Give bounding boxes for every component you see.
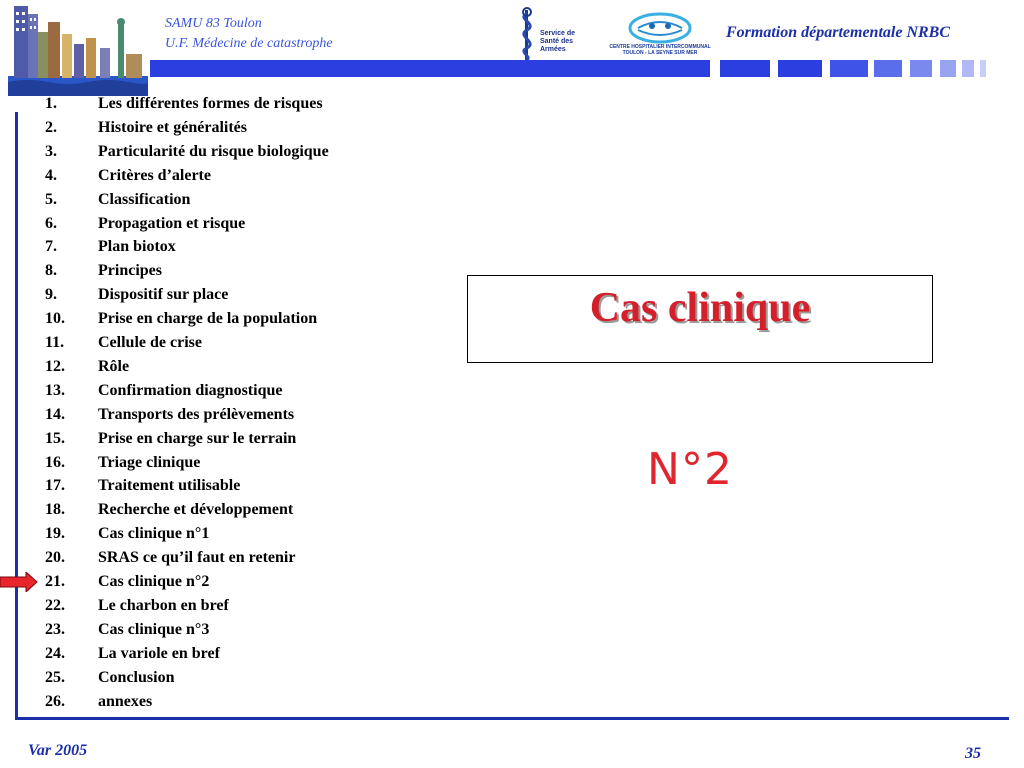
case-number: N°2 [647, 444, 733, 495]
toc-item-label: Cas clinique n°1 [98, 525, 210, 543]
toc-item-number: 1. [45, 95, 57, 112]
toc-item-label: Transports des prélèvements [98, 405, 295, 423]
toc-item-number: 15. [45, 429, 65, 447]
toc-item-number: 4. [45, 166, 57, 184]
header-bar-main [150, 60, 710, 77]
toc-item-label: Plan biotox [98, 238, 176, 256]
header-bar [150, 60, 1004, 77]
toc-item-label: Conclusion [98, 668, 175, 686]
current-item-arrow-icon [0, 572, 38, 592]
bottom-frame-line [15, 717, 1009, 720]
toc-item-label: Le charbon en bref [98, 596, 229, 614]
toc-item-label: Particularité du risque biologique [98, 142, 329, 160]
service-sante-text: Service de Santé des Armées [540, 30, 576, 53]
footer-year: Var 2005 [28, 742, 88, 759]
header-bar-seg [962, 60, 974, 77]
toc-item-number: 8. [45, 262, 57, 280]
service-sante-logo-text [540, 30, 592, 54]
toc-item-label: Histoire et généralités [98, 118, 247, 136]
hospital-logo [628, 12, 692, 44]
city-skyline-logo [8, 4, 148, 96]
case-title-box [467, 275, 933, 363]
caduceus-logo [514, 6, 540, 62]
toc-item-label: Propagation et risque [98, 214, 246, 232]
toc-item-label: Critères d’alerte [98, 166, 211, 184]
header-bar-seg [910, 60, 932, 77]
toc-item-number: 3. [45, 142, 57, 160]
left-frame-line [15, 112, 18, 720]
toc-item-number: 23. [45, 620, 65, 638]
toc-item-label: Les différentes formes de risques [98, 95, 323, 112]
toc-item-number: 17. [45, 477, 65, 495]
toc-item-label: La variole en bref [98, 644, 220, 662]
toc-item-number: 18. [45, 501, 65, 519]
toc-item-label: Cellule de crise [98, 334, 202, 351]
toc-item-number: 21. [45, 573, 65, 590]
org-line-1: SAMU 83 Toulon [165, 16, 262, 31]
toc-item-number: 2. [45, 118, 57, 136]
presentation-title: Formation départementale NRBC [726, 24, 951, 41]
toc-item-number: 19. [45, 525, 65, 543]
toc-item-label: Cas clinique n°2 [98, 573, 210, 590]
toc-item-label: SRAS ce qu’il faut en retenir [98, 549, 296, 567]
hospital-logo-text [600, 44, 720, 56]
toc-item-label: annexes [98, 692, 153, 710]
toc-item-number: 6. [45, 214, 57, 232]
toc-item-number: 13. [45, 381, 65, 399]
toc-item-label: Principes [98, 262, 162, 280]
toc-item-label: Rôle [98, 357, 130, 375]
toc-item-label: Confirmation diagnostique [98, 381, 283, 399]
toc-item-number: 7. [45, 238, 57, 256]
toc-item-label: Prise en charge de la population [98, 310, 318, 328]
header-bar-seg [874, 60, 902, 77]
toc-item-number: 26. [45, 692, 65, 710]
header-bar-seg [720, 60, 770, 77]
toc-item-label: Traitement utilisable [98, 477, 241, 495]
org-line-2: U.F. Médecine de catastrophe [165, 36, 333, 51]
toc-item-label: Cas clinique n°3 [98, 620, 210, 638]
toc-item-label: Recherche et développement [98, 501, 294, 519]
header-bar-seg [980, 60, 986, 77]
toc-item-number: 14. [45, 405, 65, 423]
toc-item-label: Dispositif sur place [98, 286, 229, 304]
header-bar-seg [778, 60, 822, 77]
toc-item-label: Prise en charge sur le terrain [98, 429, 297, 447]
toc-item-number: 11. [45, 334, 65, 351]
toc-item-label: Triage clinique [98, 453, 201, 471]
toc-item-label: Classification [98, 190, 191, 208]
toc-item-number: 24. [45, 644, 65, 662]
toc-item-number: 25. [45, 668, 65, 686]
toc-item-number: 22. [45, 596, 65, 614]
toc-item-number: 12. [45, 357, 65, 375]
toc-item-number: 9. [45, 286, 57, 304]
toc-item-number: 10. [45, 310, 65, 328]
case-title: Cas clinique [589, 285, 811, 331]
toc-item-number: 16. [45, 453, 65, 471]
hospital-name-line1: CENTRE HOSPITALIER INTERCOMMUNAL [609, 44, 711, 50]
header-bar-seg [940, 60, 956, 77]
page-number: 35 [965, 745, 981, 762]
hospital-name-line2: TOULON - LA SEYNE SUR MER [622, 50, 698, 56]
toc-item-number: 5. [45, 190, 57, 208]
header-bar-seg [830, 60, 868, 77]
toc-item-number: 20. [45, 549, 65, 567]
